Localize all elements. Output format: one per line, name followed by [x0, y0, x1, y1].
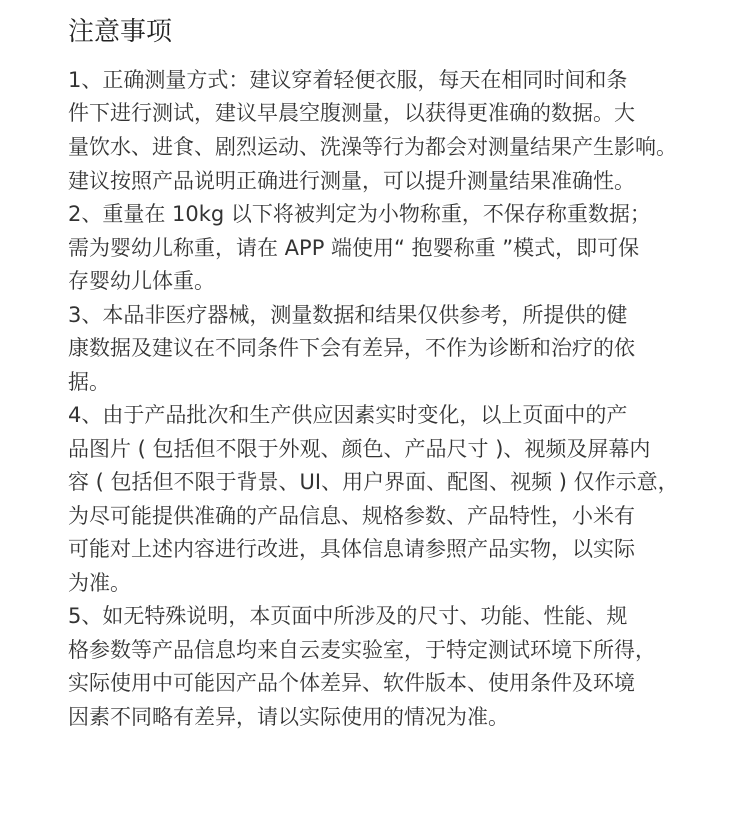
- notice-line: 3、本品非医疗器械，测量数据和结果仅供参考，所提供的健: [68, 303, 628, 327]
- notice-line: 件下进行测试，建议早晨空腹测量，以获得更准确的数据。大: [68, 101, 635, 125]
- page-title: 注意事项: [68, 17, 173, 47]
- notice-line: 为尽可能提供准确的产品信息、规格参数、产品特性，小米有: [68, 504, 635, 528]
- notice-line: 5、如无特殊说明，本页面中所涉及的尺寸、功能、性能、规: [68, 604, 628, 628]
- notice-line: 1、正确测量方式：建议穿着轻便衣服，每天在相同时间和条: [68, 68, 628, 92]
- notice-line: 容 ( 包括但不限于背景、UI、用户界面、配图、视频 ) 仅作示意，: [68, 470, 679, 494]
- notice-line: 据。: [68, 370, 110, 394]
- notice-line: 康数据及建议在不同条件下会有差异，不作为诊断和治疗的依: [68, 336, 635, 360]
- notice-line: 实际使用中可能因产品个体差异、软件版本、使用条件及环境: [68, 671, 635, 695]
- notice-line: 建议按照产品说明正确进行测量，可以提升测量结果准确性。: [68, 169, 635, 193]
- notice-line: 4、由于产品批次和生产供应因素实时变化，以上页面中的产: [68, 403, 628, 427]
- notice-line: 为准。: [68, 571, 131, 595]
- notice-line: 存婴幼儿体重。: [68, 269, 215, 293]
- notice-line: 2、重量在 10kg 以下将被判定为小物称重，不保存称重数据；: [68, 202, 651, 226]
- notice-line: 因素不同略有差异，请以实际使用的情况为准。: [68, 705, 509, 729]
- notice-line: 量饮水、进食、剧烈运动、洗澡等行为都会对测量结果产生影响。: [68, 135, 677, 159]
- notice-line: 需为婴幼儿称重，请在 APP 端使用“ 抱婴称重 ”模式，即可保: [68, 236, 640, 260]
- notice-line: 格参数等产品信息均来自云麦实验室，于特定测试环境下所得，: [68, 638, 656, 662]
- notice-line: 品图片 ( 包括但不限于外观、颜色、产品尺寸 )、视频及屏幕内: [68, 437, 651, 461]
- notice-line: 可能对上述内容进行改进，具体信息请参照产品实物，以实际: [68, 537, 635, 561]
